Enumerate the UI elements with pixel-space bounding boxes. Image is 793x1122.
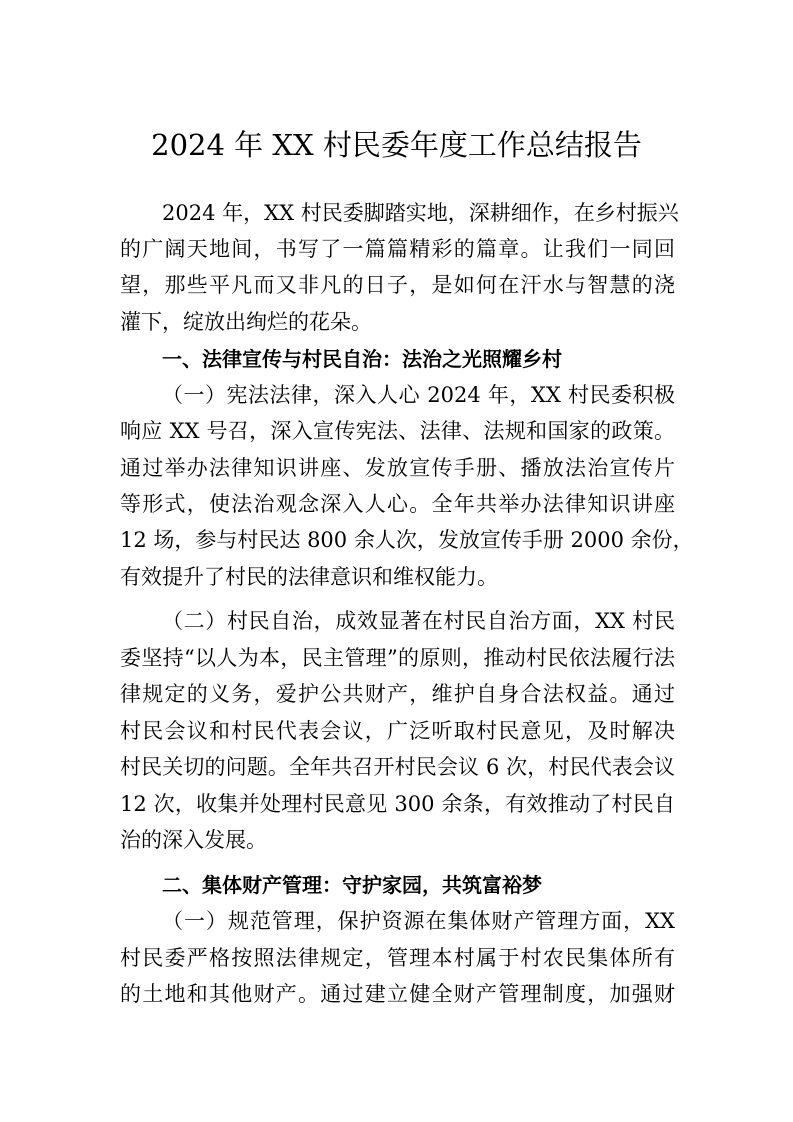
paragraph-line: 的土地和其他财产。通过建立健全财产管理制度，加强财 <box>120 982 675 1006</box>
paragraph-line: （二）村民自治，成效显著在村民自治方面，XX 村民 <box>162 609 675 633</box>
paragraph-line: 村民委严格按照法律规定，管理本村属于村农民集体所有 <box>120 946 675 970</box>
paragraph-line: （一）宪法法律，深入人心 2024 年，XX 村民委积极 <box>162 383 675 407</box>
paragraph-line: （一）规范管理，保护资源在集体财产管理方面，XX <box>162 909 675 933</box>
document-title: 2024 年 XX 村民委年度工作总结报告 <box>151 128 642 162</box>
paragraph-line: 12 次，收集并处理村民意见 300 余条，有效推动了村民自 <box>120 792 675 816</box>
paragraph-line: 有效提升了村民的法律意识和维权能力。 <box>120 565 498 589</box>
paragraph-line: 望，那些平凡而又非凡的日子，是如何在汗水与智慧的浇 <box>120 273 675 297</box>
paragraph-line: 2024 年，XX 村民委脚踏实地，深耕细作，在乡村振兴 <box>162 201 679 225</box>
paragraph-line: 律规定的义务，爱护公共财产，维护自身合法权益。通过 <box>120 682 675 706</box>
paragraph-line: 委坚持“以人为本，民主管理”的原则，推动村民依法履行法 <box>120 646 675 670</box>
paragraph-line: 的广阔天地间，书写了一篇篇精彩的篇章。让我们一同回 <box>120 237 675 261</box>
paragraph-line: 治的深入发展。 <box>120 828 267 852</box>
paragraph-line: 响应 XX 号召，深入宣传宪法、法律、法规和国家的政策。 <box>120 419 675 443</box>
section-heading: 二、集体财产管理：守护家园，共筑富裕梦 <box>162 873 542 897</box>
paragraph-line: 12 场，参与村民达 800 余人次，发放宣传手册 2000 余份， <box>120 528 694 552</box>
paragraph-line: 灌下，绽放出绚烂的花朵。 <box>120 310 372 334</box>
paragraph-line: 通过举办法律知识讲座、发放宣传手册、播放法治宣传片 <box>120 456 675 480</box>
paragraph-line: 村民关切的问题。全年共召开村民会议 6 次，村民代表会议 <box>120 755 675 779</box>
section-heading: 一、法律宣传与村民自治：法治之光照耀乡村 <box>162 347 562 371</box>
paragraph-line: 村民会议和村民代表会议，广泛听取村民意见，及时解决 <box>120 719 675 743</box>
paragraph-line: 等形式，使法治观念深入人心。全年共举办法律知识讲座 <box>120 492 675 516</box>
